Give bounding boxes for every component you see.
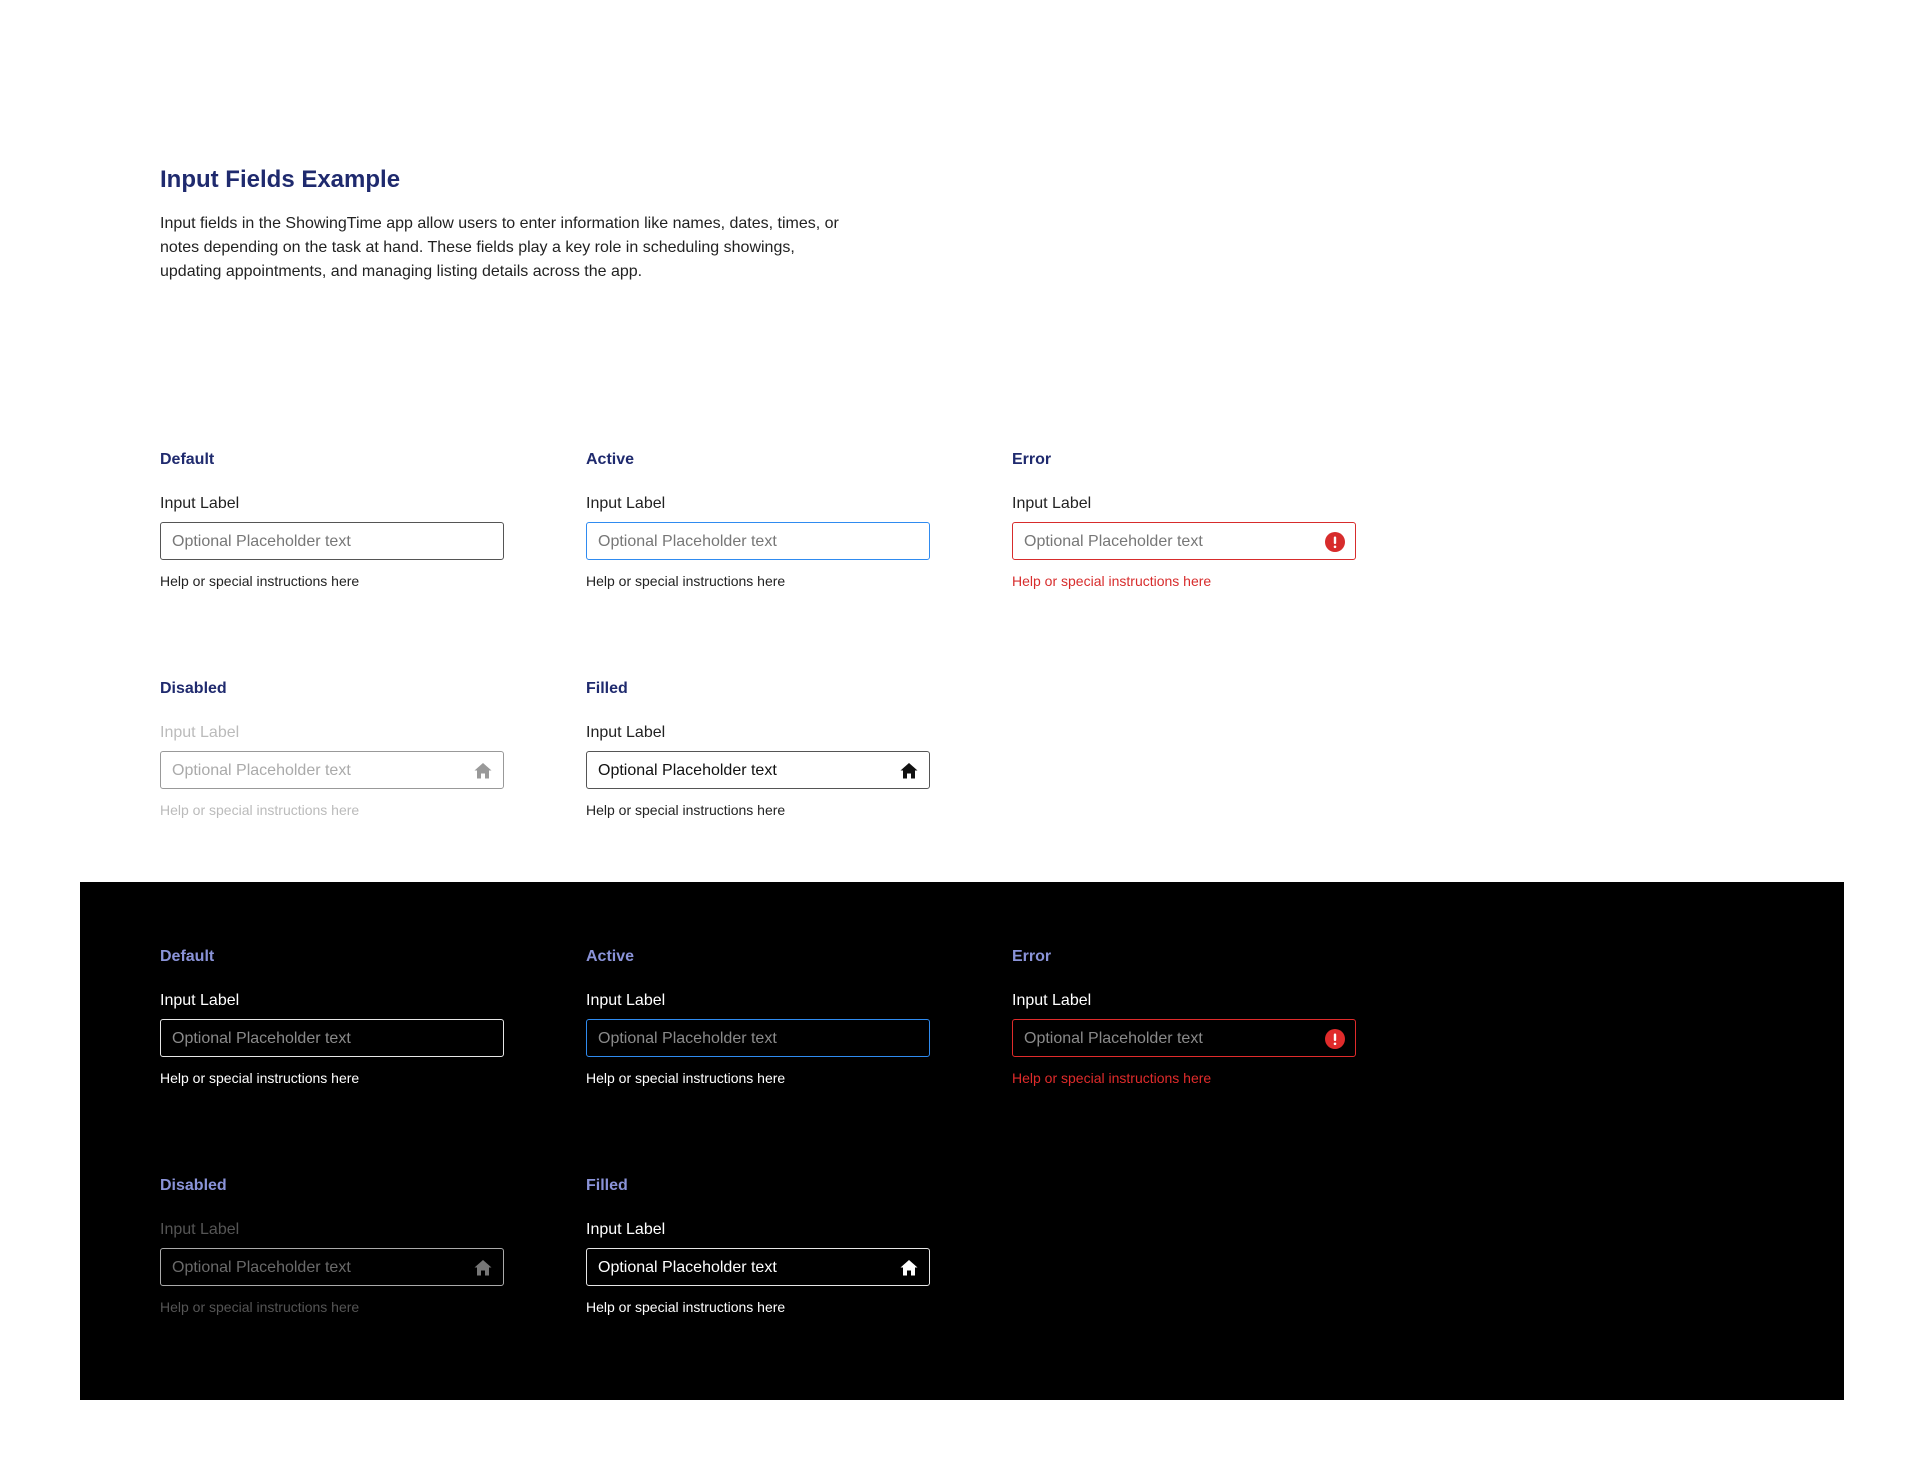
home-icon	[473, 1258, 493, 1278]
input-label: Input Label	[160, 724, 240, 741]
home-icon	[899, 1258, 919, 1278]
default-text-input[interactable]	[160, 1019, 504, 1057]
page-title: Input Fields Example	[160, 166, 401, 193]
input-label: Input Label	[160, 1221, 240, 1238]
error-text-input[interactable]	[1012, 522, 1356, 560]
input-placeholder: Optional Placeholder text	[598, 1030, 777, 1047]
error-text-input[interactable]	[1012, 1019, 1356, 1057]
input-value: Optional Placeholder text	[598, 1259, 777, 1276]
error-help-text: Help or special instructions here	[1012, 1070, 1212, 1086]
disabled-text-input	[160, 751, 504, 789]
input-label: Input Label	[1012, 495, 1092, 512]
state-heading-default: Default	[160, 948, 215, 965]
input-label: Input Label	[1012, 992, 1092, 1009]
input-placeholder: Optional Placeholder text	[172, 533, 351, 550]
input-placeholder: Optional Placeholder text	[172, 1259, 351, 1276]
home-icon	[899, 761, 919, 781]
state-heading-disabled: Disabled	[160, 680, 227, 697]
filled-text-input[interactable]	[586, 1248, 930, 1286]
disabled-text-input	[160, 1248, 504, 1286]
default-text-input[interactable]	[160, 522, 504, 560]
home-icon	[473, 761, 493, 781]
input-label: Input Label	[586, 1221, 666, 1238]
help-text: Help or special instructions here	[586, 1299, 786, 1315]
active-text-input[interactable]	[586, 1019, 930, 1057]
state-heading-disabled: Disabled	[160, 1177, 227, 1194]
state-heading-filled: Filled	[586, 1177, 628, 1194]
dark-theme-panel	[80, 882, 1844, 1400]
state-heading-error: Error	[1012, 948, 1052, 965]
filled-text-input[interactable]	[586, 751, 930, 789]
help-text: Help or special instructions here	[160, 802, 360, 818]
state-heading-default: Default	[160, 451, 215, 468]
help-text: Help or special instructions here	[586, 1070, 786, 1086]
state-heading-error: Error	[1012, 451, 1052, 468]
error-help-text: Help or special instructions here	[1012, 573, 1212, 589]
input-label: Input Label	[160, 992, 240, 1009]
input-label: Input Label	[586, 992, 666, 1009]
input-placeholder: Optional Placeholder text	[1024, 533, 1203, 550]
help-text: Help or special instructions here	[160, 573, 360, 589]
input-label: Input Label	[586, 724, 666, 741]
intro-header	[160, 164, 840, 284]
state-heading-filled: Filled	[586, 680, 628, 697]
input-placeholder: Optional Placeholder text	[1024, 1030, 1203, 1047]
page-description: Input fields in the ShowingTime app allow users to enter information like names, dates, times, or notes depending on the task at hand. These fields play a key role in scheduling showings, updating appointments, and managing listing details across the app.	[160, 215, 839, 280]
error-icon	[1325, 1029, 1345, 1049]
active-text-input[interactable]	[586, 522, 930, 560]
input-value: Optional Placeholder text	[598, 762, 777, 779]
state-heading-active: Active	[586, 451, 635, 468]
state-heading-active: Active	[586, 948, 635, 965]
input-placeholder: Optional Placeholder text	[172, 1030, 351, 1047]
help-text: Help or special instructions here	[160, 1299, 360, 1315]
help-text: Help or special instructions here	[586, 573, 786, 589]
input-placeholder: Optional Placeholder text	[172, 762, 351, 779]
help-text: Help or special instructions here	[586, 802, 786, 818]
input-placeholder: Optional Placeholder text	[598, 533, 777, 550]
error-icon	[1325, 532, 1345, 552]
help-text: Help or special instructions here	[160, 1070, 360, 1086]
input-label: Input Label	[160, 495, 240, 512]
input-label: Input Label	[586, 495, 666, 512]
